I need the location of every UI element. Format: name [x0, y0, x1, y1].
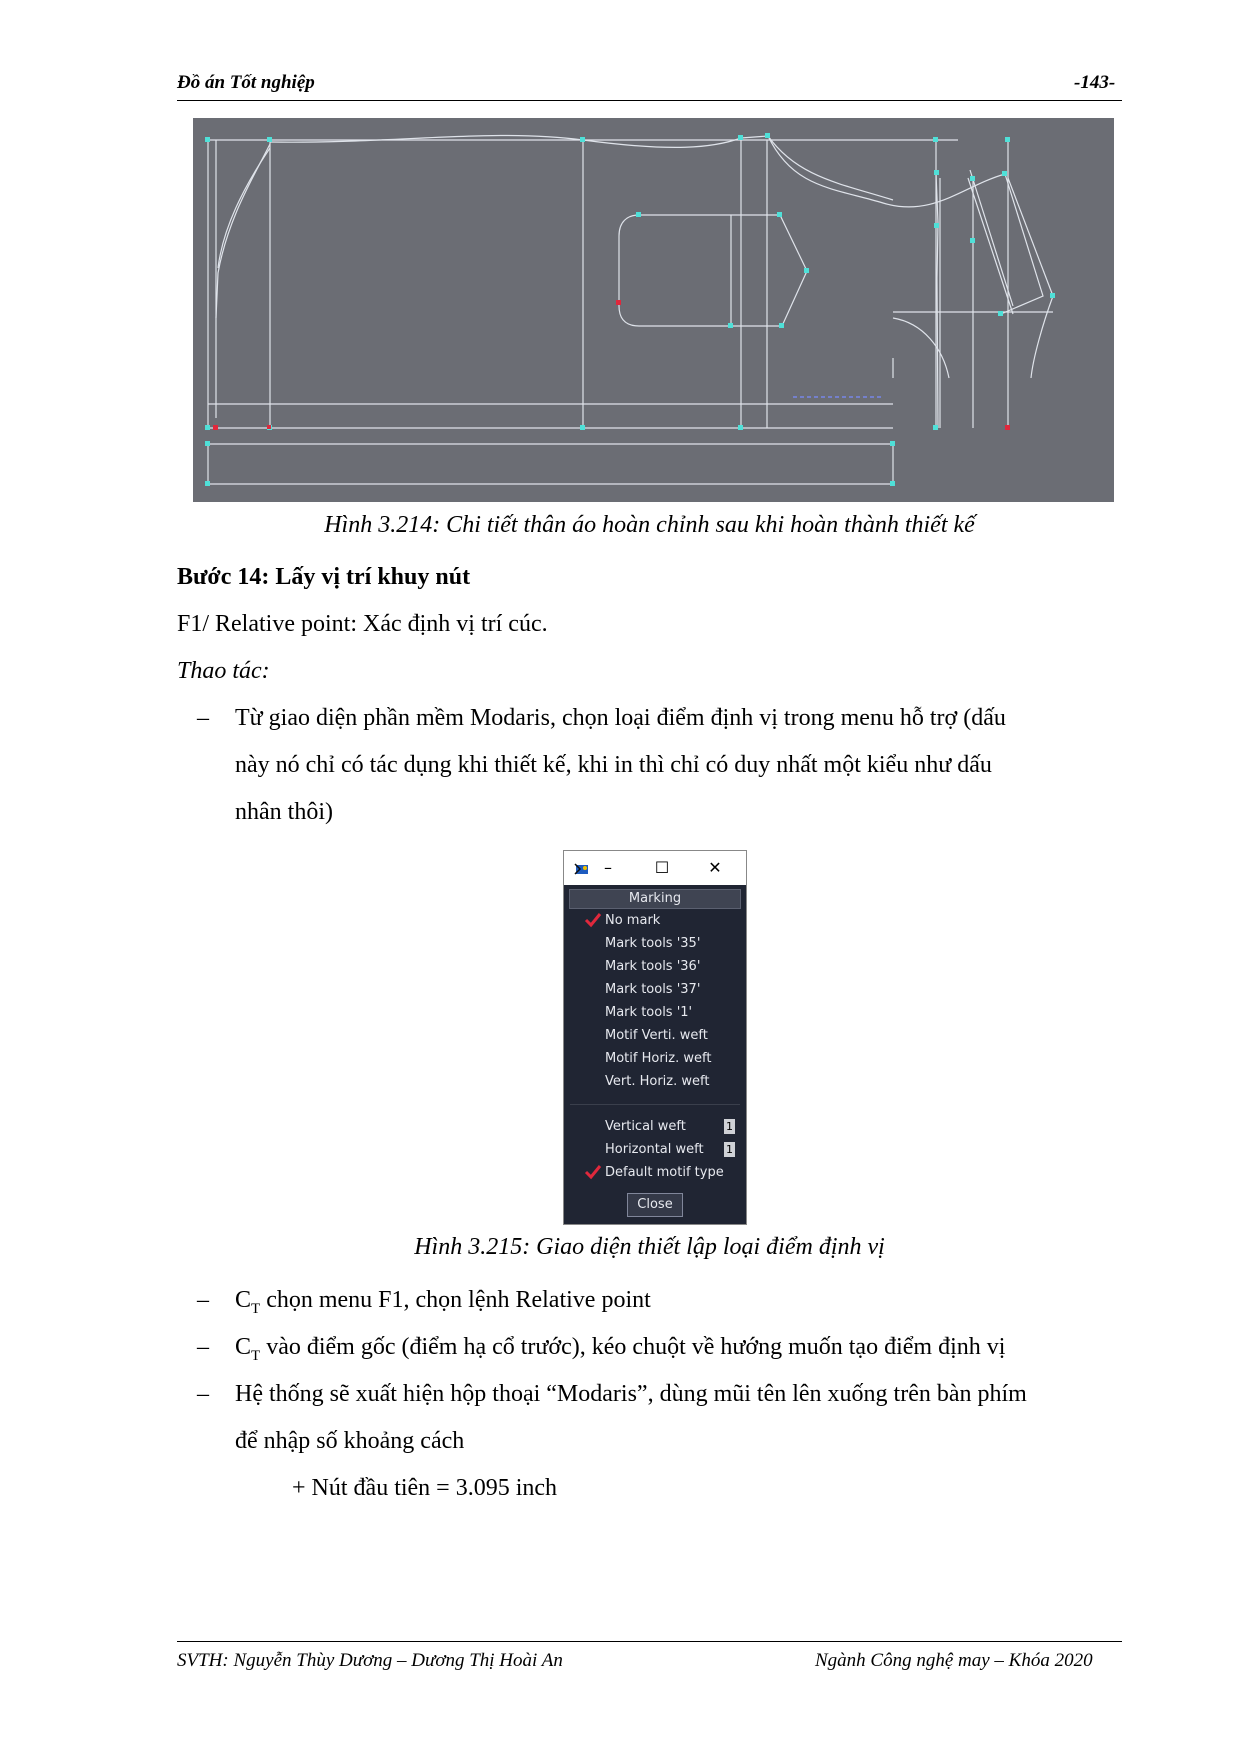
menu-item-label: Motif Horiz. weft: [605, 1051, 712, 1066]
horizontal-weft-value[interactable]: 1: [726, 1143, 733, 1156]
check-icon: [584, 1164, 602, 1180]
bullet2-body: chọn menu F1, chọn lệnh Relative point: [260, 1287, 651, 1313]
minimize-button[interactable]: –: [604, 858, 612, 877]
setting-label: Default motif type: [605, 1165, 724, 1180]
menu-item-label: Motif Verti. weft: [605, 1028, 708, 1043]
marking-dialog: [563, 850, 747, 1225]
c-letter: C: [235, 1334, 252, 1360]
footer-rule: [177, 1641, 1122, 1642]
menu-item-mark-1[interactable]: [570, 1001, 740, 1024]
vertical-weft-setting[interactable]: [570, 1115, 740, 1138]
horizontal-weft-setting[interactable]: [570, 1138, 740, 1161]
header-title: Đồ án Tốt nghiệp: [177, 72, 315, 93]
bullet-dash: –: [197, 1381, 209, 1407]
header-rule: [177, 100, 1122, 101]
sub-item: + Nút đầu tiên = 3.095 inch: [292, 1475, 558, 1501]
bullet4-line2: để nhập số khoảng cách: [235, 1428, 465, 1454]
menu-item-mark-36[interactable]: [570, 955, 740, 978]
bullet3-body: vào điểm gốc (điểm hạ cổ trước), kéo chuột về hướng muốn tạo điểm định vị: [260, 1334, 1006, 1360]
bullet1-line1: Từ giao diện phần mềm Modaris, chọn loại điểm định vị trong menu hỗ trợ (dấu: [235, 705, 1006, 731]
bullet-dash: –: [197, 1287, 209, 1313]
close-window-button[interactable]: ✕: [708, 858, 722, 877]
maximize-button[interactable]: ☐: [654, 858, 670, 877]
menu-item-label: No mark: [605, 913, 661, 928]
default-motif-type-setting[interactable]: [570, 1161, 740, 1184]
bullet1-line3: nhân thôi): [235, 799, 333, 825]
menu-item-motif-horiz[interactable]: [570, 1047, 740, 1070]
menu-item-mark-35[interactable]: [570, 932, 740, 955]
c-letter: C: [235, 1287, 252, 1313]
thao-tac-label: Thao tác:: [177, 658, 270, 684]
menu-item-label: Mark tools '37': [605, 982, 701, 997]
bullet4-line1: Hệ thống sẽ xuất hiện hộp thoại “Modaris”, dùng mũi tên lên xuống trên bàn phím: [235, 1381, 1027, 1407]
dialog-titlebar: [564, 851, 746, 885]
app-icon: [573, 862, 591, 876]
menu-item-vert-horiz[interactable]: [570, 1070, 740, 1093]
menu-item-motif-verti[interactable]: [570, 1024, 740, 1047]
menu-item-mark-37[interactable]: [570, 978, 740, 1001]
dialog-heading: Marking: [569, 889, 741, 909]
step-title: Bước 14: Lấy vị trí khuy nút: [177, 564, 471, 590]
setting-label: Vertical weft: [605, 1119, 686, 1134]
menu-item-no-mark[interactable]: [570, 909, 740, 932]
pattern-drawing: [193, 118, 1114, 502]
intro-text: F1/ Relative point: Xác định vị trí cúc.: [177, 611, 548, 637]
menu-separator: [570, 1104, 740, 1105]
figure-caption-2: Hình 3.215: Giao diện thiết lập loại điểm định vị: [414, 1234, 885, 1260]
figure-caption-1: Hình 3.214: Chi tiết thân áo hoàn chỉnh sau khi hoàn thành thiết kế: [324, 512, 975, 538]
pattern-figure: [193, 118, 1114, 502]
setting-label: Horizontal weft: [605, 1142, 704, 1157]
page-number: -143-: [1074, 72, 1116, 93]
t-subscript: T: [251, 1347, 261, 1364]
vertical-weft-value[interactable]: 1: [726, 1120, 733, 1133]
t-subscript: T: [251, 1300, 261, 1317]
footer-department: Ngành Công nghệ may – Khóa 2020: [815, 1650, 1093, 1671]
menu-item-label: Vert. Horiz. weft: [605, 1074, 710, 1089]
menu-item-label: Mark tools '1': [605, 1005, 693, 1020]
menu-item-label: Mark tools '35': [605, 936, 701, 951]
bullet-dash: –: [197, 1334, 209, 1360]
bullet1-line2: này nó chỉ có tác dụng khi thiết kế, khi in thì chỉ có duy nhất một kiểu như dấu: [235, 752, 992, 778]
check-icon: [584, 912, 602, 928]
footer-authors: SVTH: Nguyễn Thùy Dương – Dương Thị Hoài An: [177, 1650, 563, 1671]
menu-item-label: Mark tools '36': [605, 959, 701, 974]
bullet-dash: –: [197, 705, 209, 731]
close-button[interactable]: Close: [627, 1193, 683, 1217]
